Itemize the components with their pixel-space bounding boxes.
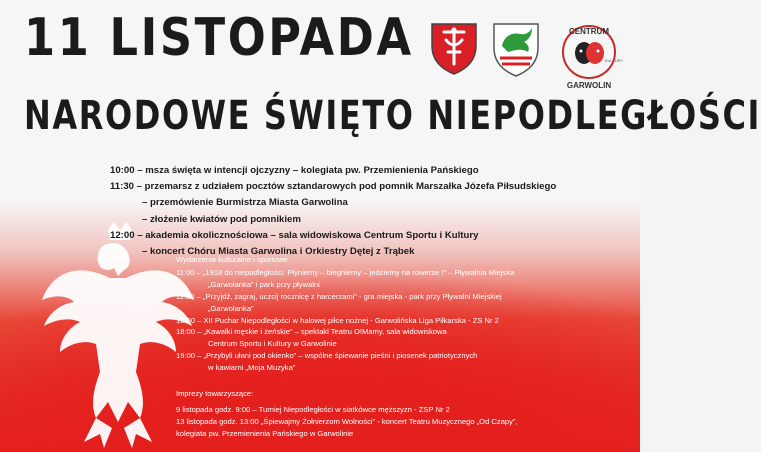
program-line-5: 12:00 – akademia okolicznościowa – sala widowiskowa Centrum Sportu i Kultury [110, 229, 479, 241]
program-line-6: – koncert Chóru Miasta Garwolina i Orkiestry Dętej z Trąbek [142, 246, 415, 258]
cultural-line-3: 11:00 – „Przyjdź, zagraj, uczcij rocznicę z harcerzami” - gra miejska - park przy Pływalni Miejskiej [176, 291, 502, 301]
program-line-2: 11:30 – przemarsz z udziałem pocztów sztandarowych pod pomnik Marszałka Józefa Piłsudskiego [110, 181, 557, 193]
coat-of-arms-garwolin-icon [428, 20, 480, 76]
program-line-3: – przemówienie Burmistrza Miasta Garwolina [142, 197, 348, 209]
poster-subtitle: NARODOWE ŚWIĘTO NIEPODLEGŁOŚCI [24, 93, 761, 139]
cultural-line-8: 19:00 – „Przybyli ułani pod okienko” – wspólne śpiewanie pieśni i piosenek patriotycznych [176, 351, 478, 361]
logo-side-text: KULTURY [604, 58, 624, 63]
cultural-line-7: Centrum Sportu i Kultury w Garwolinie [208, 339, 337, 349]
cultural-line-2: „Garwolanka” i park przy pływalni [208, 279, 320, 289]
main-program [110, 163, 630, 260]
accompanying-events [176, 388, 631, 440]
cultural-line-6: 18:00 – „Kawałki męskie i żeńskie” – spektakl Teatru O!Mamy, sala widowiskowa [176, 327, 447, 337]
program-line-4: – złożenie kwiatów pod pomnikiem [142, 213, 301, 225]
coat-of-arms-dragon-icon [490, 20, 542, 78]
accompanying-line-1: 9 listopada godz. 9:00 – Turniej Niepodległości w siatkówce męższyzn - ZSP Nr 2 [176, 404, 450, 414]
accompanying-line-2: 13 listopada godz. 13:00 „Śpiewajmy Żołnierzom Wolności” - koncert Teatru Muzycznego „Od Czapy”, [176, 416, 518, 426]
logo-top-text: CENTRUM [569, 27, 609, 36]
cultural-heading: Wydarzenia kulturalne i sportowe [176, 255, 288, 264]
cultural-line-5: 12:00 – XII Puchar Niepodległości w halowej piłce nożnej - Garwolińska Liga Piłkarska - ZS Nr 2 [176, 315, 499, 325]
accompanying-heading: Imprezy towarzyszące: [176, 389, 254, 398]
accompanying-line-3: kolegiata pw. Przemienienia Pańskiego w Garwolinie [176, 428, 354, 438]
centrum-kultury-logo-icon [556, 20, 622, 92]
cultural-line-1: 11:00 – „1918 do niepodległości. Płyniemy – biegniemy – jedziemy na rowerze !” – Pływalnia Miejska [176, 267, 515, 277]
logo-bottom-text: GARWOLIN [566, 81, 612, 90]
cultural-line-9: w kawiarni „Moja Muzyka” [208, 363, 296, 373]
program-line-1: 10:00 – msza święta w intencji ojczyzny – kolegiata pw. Przemienienia Pańskiego [110, 165, 479, 176]
cultural-line-4: „Garwolanka” [208, 303, 254, 313]
poster-title: 11 LISTOPADA [24, 8, 414, 68]
cultural-events [176, 254, 626, 374]
